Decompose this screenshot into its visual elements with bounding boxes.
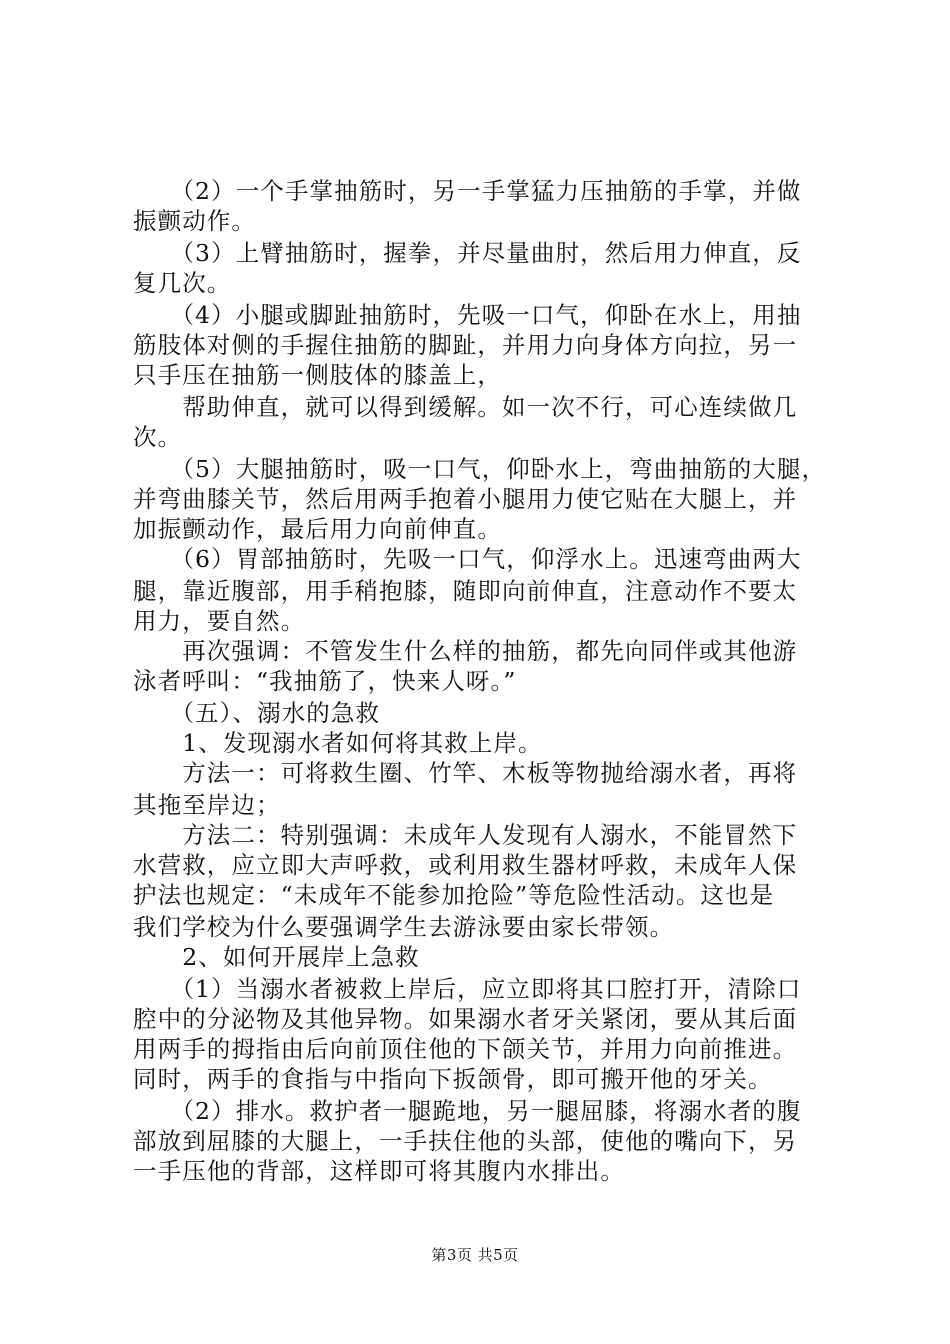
text-line: 我们学校为什么要强调学生去游泳要由家长带领。 [133, 913, 675, 941]
text-line: 复几次。 [133, 269, 232, 297]
text-line: 其拖至岸边； [133, 791, 281, 819]
text-line: 只手压在抽筋一侧肢体的膝盖上， [133, 361, 502, 389]
text-line: 筋肢体对侧的手握住抽筋的脚趾，并用力向身体方向拉，另一 [133, 331, 798, 359]
text-line: （5）大腿抽筋时，吸一口气，仰卧水上，弯曲抽筋的大腿， [133, 455, 827, 483]
text-line: 方法二：特别强调：未成年人发现有人溺水，不能冒然下 [133, 821, 798, 849]
text-line: 腿，靠近腹部，用手稍抱膝，随即向前伸直，注意动作不要太 [133, 577, 798, 605]
text-line: 泳者呼叫：“我抽筋了，快来人呀。” [133, 667, 517, 695]
text-line: （6）胃部抽筋时，先吸一口气，仰浮水上。迅速弯曲两大 [133, 545, 802, 573]
page-footer: 第3页 共5页 [431, 1246, 519, 1264]
text-line: 振颤动作。 [133, 207, 256, 235]
text-line: 腔中的分泌物及其他异物。如果溺水者牙关紧闭，要从其后面 [133, 1005, 798, 1033]
text-line: 一手压他的背部，这样即可将其腹内水排出。 [133, 1157, 625, 1185]
text-line: 用力，要自然。 [133, 607, 306, 635]
text-line: 再次强调：不管发生什么样的抽筋，都先向同伴或其他游 [133, 637, 798, 665]
text-line: （3）上臂抽筋时，握拳，并尽量曲肘，然后用力伸直，反 [133, 239, 802, 267]
text-line: （1）当溺水者被救上岸后，应立即将其口腔打开，清除口 [133, 975, 802, 1003]
text-line: 加振颤动作，最后用力向前伸直。 [133, 515, 502, 543]
text-line: 护法也规定：“未成年不能参加抢险”等危险性活动。这也是 [133, 881, 775, 909]
text-line: （4）小腿或脚趾抽筋时，先吸一口气，仰卧在水上，用抽 [133, 301, 802, 329]
text-line: 同时，两手的食指与中指向下扳颌骨，即可搬开他的牙关。 [133, 1065, 773, 1093]
text-line: 2、如何开展岸上急救 [133, 943, 420, 971]
text-line: 并弯曲膝关节，然后用两手抱着小腿用力使它贴在大腿上，并 [133, 485, 798, 513]
text-line: 水营救，应立即大声呼救，或利用救生器材呼救，未成年人保 [133, 851, 798, 879]
text-line: 用两手的拇指由后向前顶住他的下颌关节，并用力向前推进。 [133, 1035, 798, 1063]
text-line: 方法一：可将救生圈、竹竿、木板等物抛给溺水者，再将 [133, 759, 798, 787]
text-line: （2）排水。救护者一腿跪地，另一腿屈膝，将溺水者的腹 [133, 1097, 802, 1125]
text-line: 帮助伸直，就可以得到缓解。如一次不行，可心连续做几 [133, 393, 798, 421]
text-line: 次。 [133, 423, 183, 451]
text-line: 部放到屈膝的大腿上，一手扶住他的头部，使他的嘴向下，另 [133, 1127, 798, 1155]
text-line: （2）一个手掌抽筋时，另一手掌猛力压抽筋的手掌，并做 [133, 177, 802, 205]
text-line: 1、发现溺水者如何将其救上岸。 [133, 729, 543, 757]
text-line: （五）、溺水的急救 [133, 699, 381, 727]
